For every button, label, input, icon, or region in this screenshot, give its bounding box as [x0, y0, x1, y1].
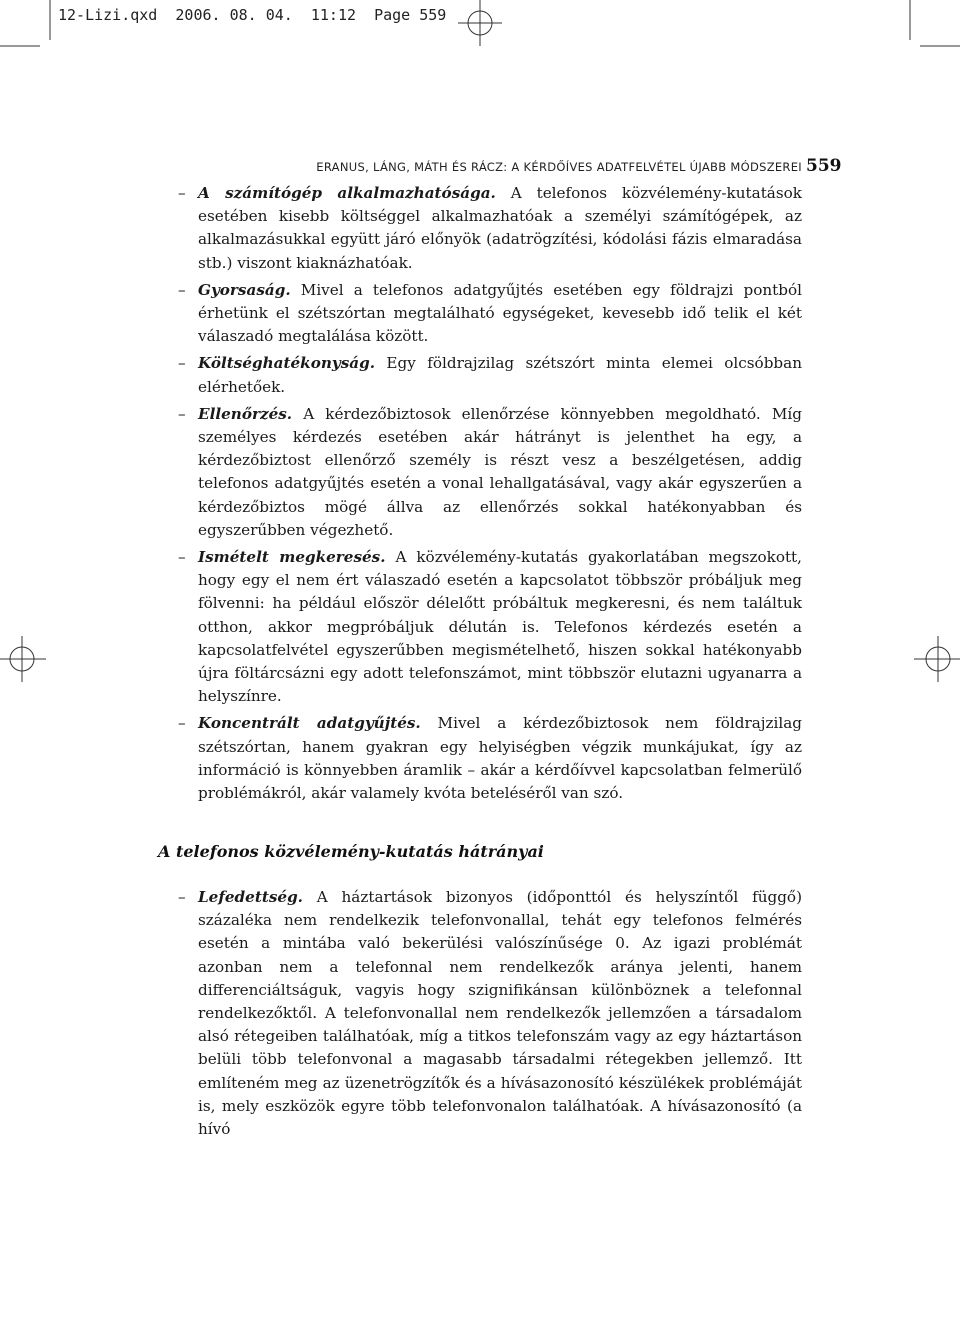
item-title: Ellenőrzés.: [198, 404, 293, 423]
list-item: [158, 546, 802, 708]
item-title: Költséghatékonyság.: [198, 354, 375, 373]
list-item: [158, 279, 802, 349]
item-text: Mivel a telefonos adatgyűjtés esetében egy földrajzi pontból érhetünk el szétszórtan megtalálható egységeket, kevesebb idő telik el két válaszadó megtalálása között.: [198, 280, 802, 346]
list-item: [158, 886, 802, 1141]
registration-mark-top-icon: [458, 0, 502, 50]
item-title: Lefedettség.: [198, 888, 303, 906]
section-heading: A telefonos közvélemény-kutatás hátrányai: [158, 842, 544, 861]
dash: –: [178, 184, 186, 202]
dash: –: [178, 404, 186, 423]
crop-mark-top-left-icon: [0, 0, 80, 80]
dash: –: [178, 888, 186, 906]
item-title: Gyorsaság.: [198, 280, 291, 299]
item-text: A közvélemény-kutatás gyakorlatában megszokott, hogy egy el nem ért válaszadó esetén a kapcsolatot többször próbáljuk meg fölvenni: ha például először délelőtt próbáltuk megkeresni, és nem találtuk otthon, akkor megpróbáljuk délután is. Telefonos kérdezés esetén a kapcsolatfelvétel egyszerűbben megismételhető, hiszen sokkal hatékonyabb újra föltárcsázni egy adott telefonszámot, mint többször elutazni ugyanarra a helyszínre.: [198, 548, 802, 706]
crop-mark-top-right-icon: [880, 0, 960, 80]
prepress-slug: 12-Lizi.qxd 2006. 08. 04. 11:12 Page 559: [58, 6, 447, 24]
advantages-list: [158, 182, 802, 805]
list-item: [158, 403, 802, 542]
registration-mark-right-icon: [914, 636, 960, 682]
item-text: Mivel a kérdezőbiztosok nem földrajzilag szétszórtan, hanem gyakran egy helyiségben végzik munkájukat, így az információ is könnyebben áramlik – akár a kérdőívvel kapcsolatban felmerülő problémákról, akár valamely kvóta beteléséről van szó.: [198, 714, 803, 803]
running-head: ERANUS, LÁNG, MÁTH ÉS RÁCZ: A KÉRDŐÍVES ADATFELVÉTEL ÚJABB MÓDSZEREI: [316, 160, 802, 174]
item-text: A telefonos közvélemény-kutatások esetében kisebb költséggel alkalmazhatóak a személyi számítógépek, az alkalmazásukkal együtt járó előnyök (adatrögzítési, kódolási fázis elmaradása stb.) viszont kiaknázhatóak.: [198, 184, 802, 272]
item-text: A háztartások bizonyos (időponttól és helyszíntől függő) százaléka nem rendelkezik telefonvonallal, tehát egy telefonos felmérés esetén a mintába való bekerülési valószínűsége 0. Az igazi problémát azonban nem a telefonnal nem rendelkezők aránya jelenti, hanem differenciáltságuk, vagyis hogy szignifikánsan különböznek a telefonnal rendelkezőktől. A telefonvonallal nem rendelkezők jellemzően a társadalom alsó rétegeiben találhatóak, míg a titkos telefonszám vagy az egy háztartáson belüli több telefonvonal a magasabb társadalmi rétegekben jellemző. Itt említeném meg az üzenetrögzítők és a hívásazonosító készülékek problémáját is, mely eszközök egyre több telefonvonalon találhatóak. A hívásazonosító (a hívó: [198, 888, 802, 1139]
item-title: Ismételt megkeresés.: [198, 548, 386, 567]
page-number: 559: [806, 156, 842, 176]
dash: –: [178, 714, 186, 733]
item-title: A számítógép alkalmazhatósága.: [198, 184, 496, 202]
list-item: [158, 352, 802, 398]
item-text: Egy földrajzilag szétszórt minta elemei olcsóbban elérhetőek.: [198, 354, 802, 396]
dash: –: [178, 548, 186, 567]
list-item: [158, 712, 802, 805]
item-title: Koncentrált adatgyűjtés.: [198, 714, 421, 733]
item-text: A kérdezőbiztosok ellenőrzése könnyebben megoldható. Míg személyes kérdezés esetében akár hátrányt is jelenthet ha egy, a kérdezőbiztost ellenőrző személy is részt vesz a beszélgetésen, addig telefonos adatgyűjtés esetén a vonal lehallgatásával, vagy akár egyszerűen a kérdezőbiztos mögé állva az ellenőrzés sokkal hatékonyabban és egyszerűbben végezhető.: [198, 404, 802, 539]
dash: –: [178, 354, 186, 373]
list-item: [158, 182, 802, 275]
registration-mark-left-icon: [0, 636, 46, 682]
dash: –: [178, 280, 186, 299]
disadvantages-list: [158, 886, 802, 1141]
